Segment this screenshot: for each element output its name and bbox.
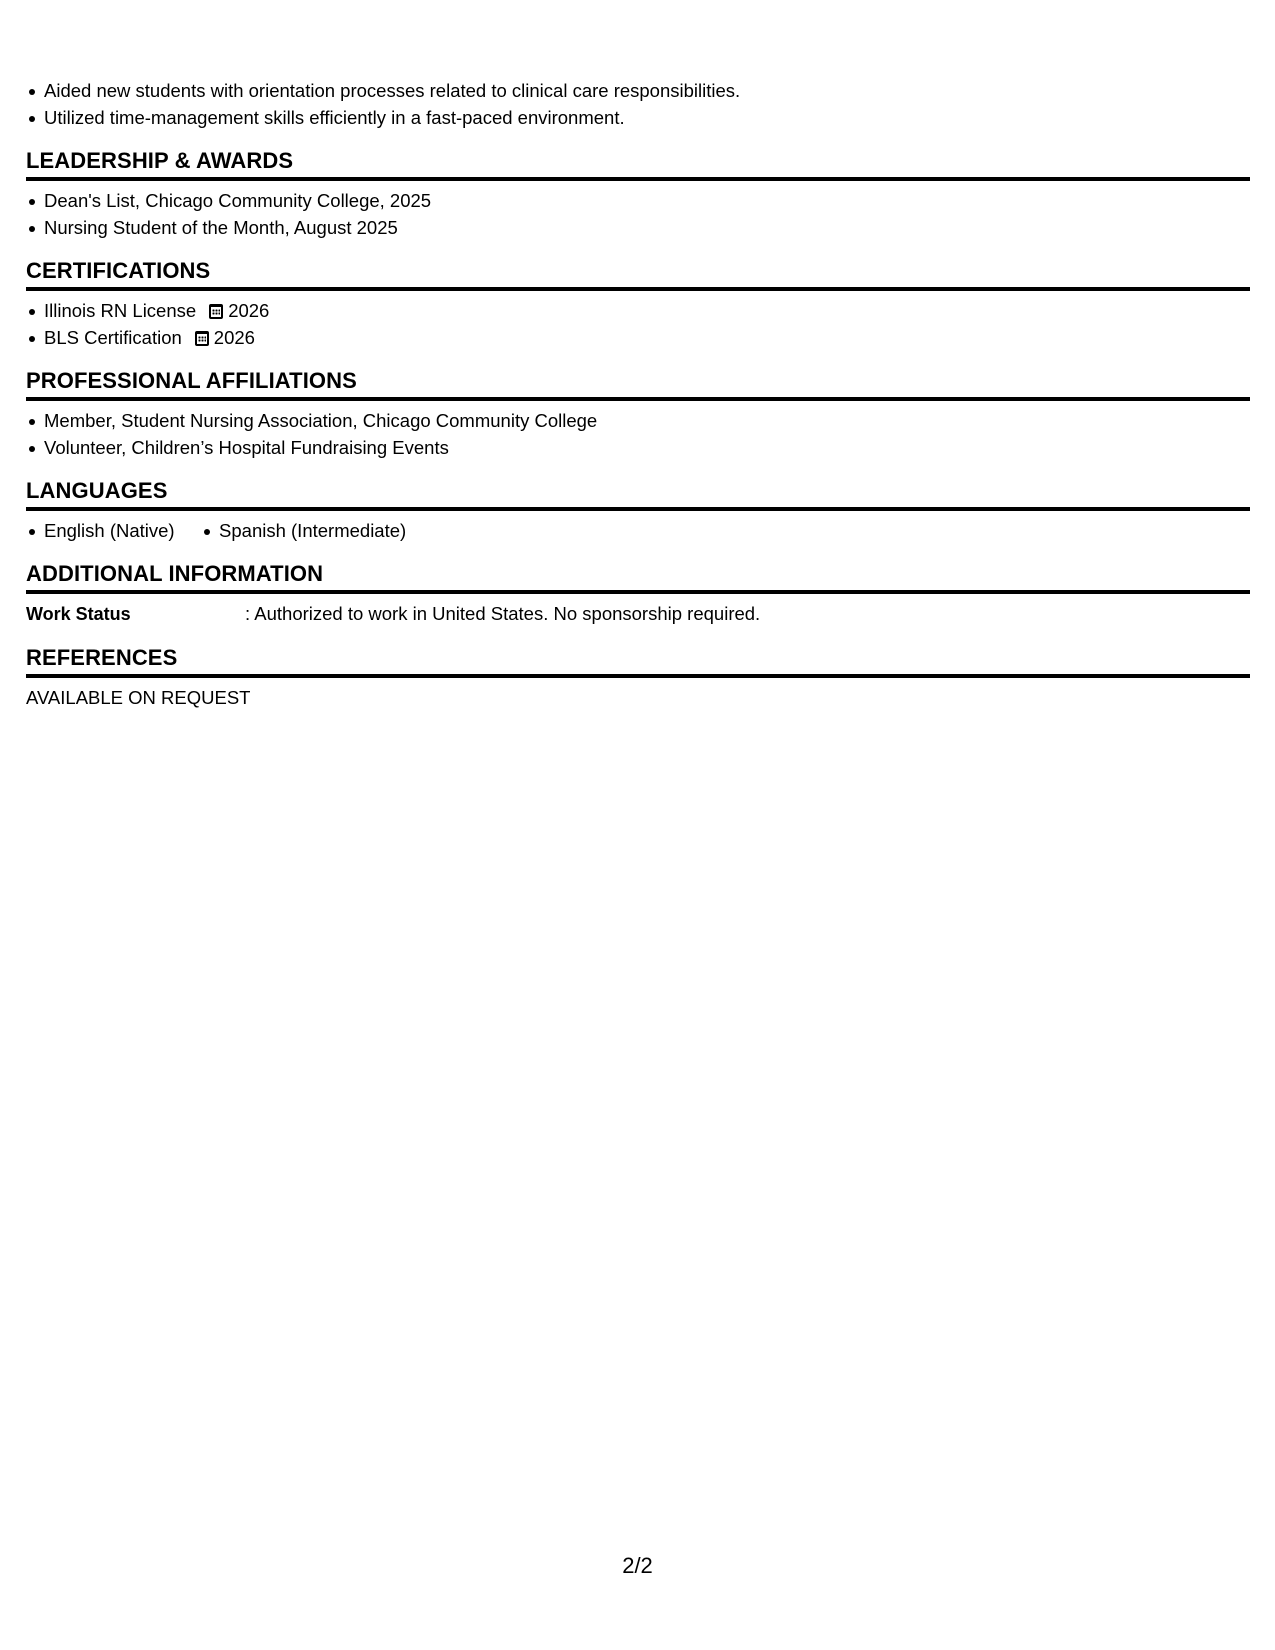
certifications-list [26, 297, 1250, 351]
references-text: AVAILABLE ON REQUEST [26, 687, 251, 708]
list-item: Nursing Student of the Month, August 2025 [26, 214, 1250, 241]
certification-name: BLS Certification [44, 327, 182, 348]
additional-info-section [26, 560, 1250, 628]
languages-section [26, 477, 1250, 544]
list-item [26, 297, 1250, 324]
list-item: Volunteer, Children’s Hospital Fundraising Events [26, 434, 1250, 461]
references-section [26, 644, 1250, 711]
list-item [26, 324, 1250, 351]
list-item: Spanish (Intermediate) [201, 517, 406, 544]
experience-continued-list [26, 77, 1250, 131]
work-status-row [26, 600, 1250, 628]
calendar-icon [209, 304, 223, 319]
certifications-section [26, 257, 1250, 351]
section-title: ADDITIONAL INFORMATION [26, 560, 1250, 594]
certification-year: 2026 [228, 300, 270, 321]
leadership-section [26, 147, 1250, 241]
section-title: LANGUAGES [26, 477, 1250, 511]
section-title: CERTIFICATIONS [26, 257, 1250, 291]
list-item: Member, Student Nursing Association, Chicago Community College [26, 407, 1250, 434]
work-status-value: : Authorized to work in United States. No sponsorship required. [245, 603, 761, 624]
resume-page [26, 77, 1250, 711]
leadership-list [26, 187, 1250, 241]
affiliations-section [26, 367, 1250, 461]
work-status-label: Work Status [26, 604, 131, 624]
list-item: Utilized time-management skills efficiently in a fast-paced environment. [26, 104, 1250, 131]
list-item: Aided new students with orientation processes related to clinical care responsibilities. [26, 77, 1250, 104]
page-number: 2/2 [622, 1553, 653, 1578]
section-title: LEADERSHIP & AWARDS [26, 147, 1250, 181]
section-title: PROFESSIONAL AFFILIATIONS [26, 367, 1250, 401]
calendar-icon [195, 331, 209, 346]
certification-year: 2026 [213, 327, 255, 348]
list-item: Dean's List, Chicago Community College, 2025 [26, 187, 1250, 214]
certification-name: Illinois RN License [44, 300, 197, 321]
languages-list [26, 517, 1250, 544]
affiliations-list [26, 407, 1250, 461]
list-item: English (Native) [26, 517, 175, 544]
section-title: REFERENCES [26, 644, 1250, 678]
